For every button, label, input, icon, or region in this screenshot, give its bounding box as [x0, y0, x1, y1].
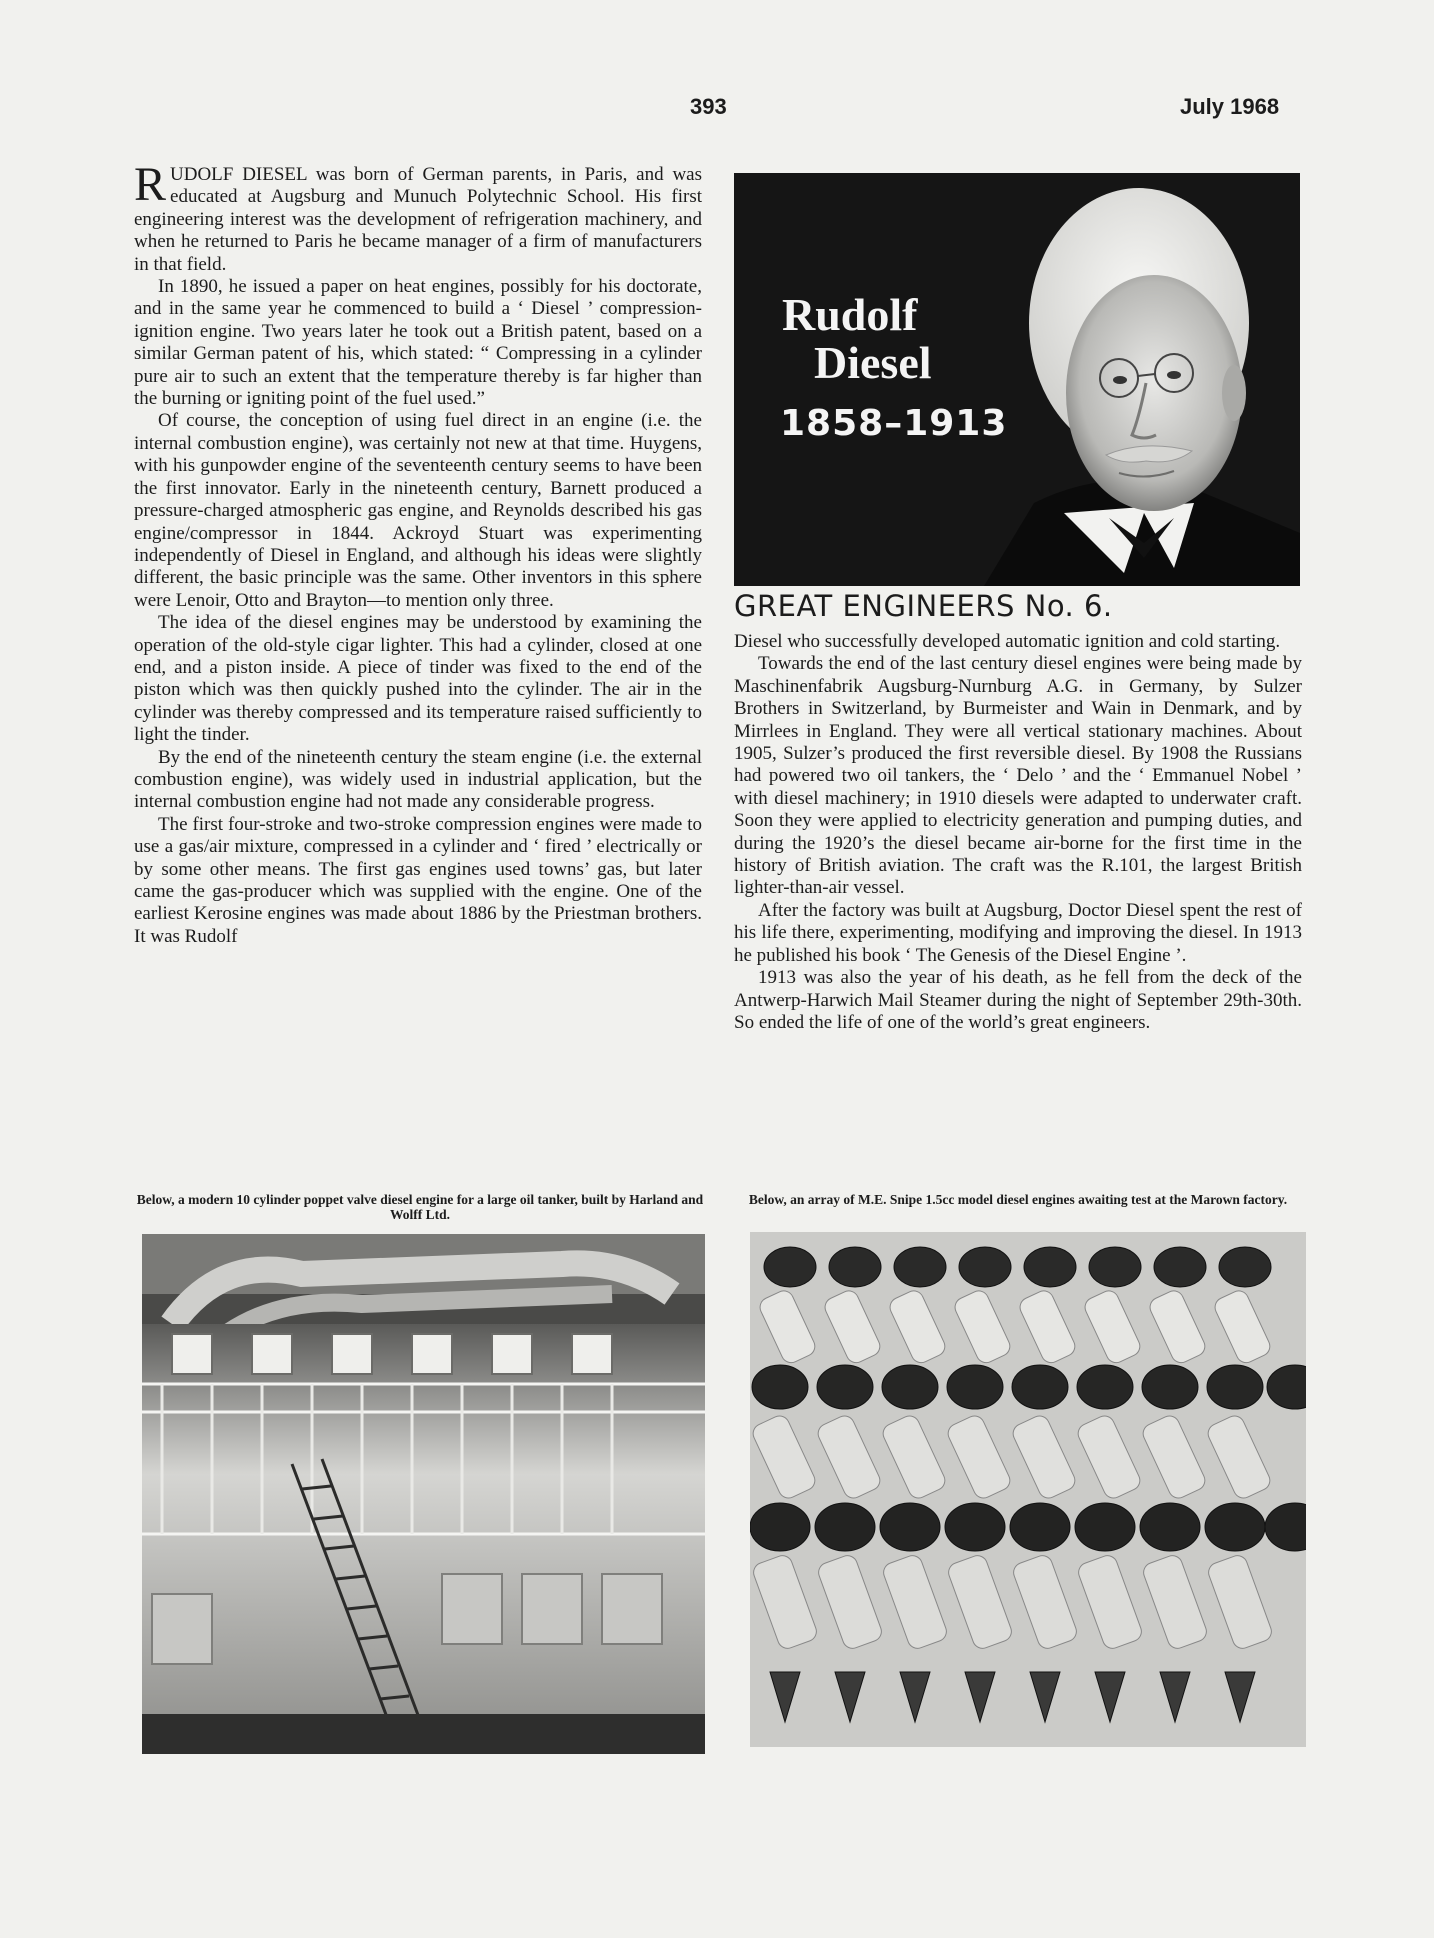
portrait-name-first: Rudolf [782, 289, 918, 340]
page-number: 393 [690, 94, 727, 119]
caption-model-engines-photo: Below, an array of M.E. Snipe 1.5cc model diesel engines awaiting test at the Marown factory. [748, 1192, 1288, 1207]
article-left-column [134, 158, 702, 948]
article-paragraph: Diesel who successfully developed automatic ignition and cold starting. [734, 631, 1281, 652]
marine-engine-photo [142, 1234, 705, 1754]
portrait-title [782, 291, 932, 387]
article-paragraph: By the end of the nineteenth century the steam engine (i.e. the external combustion engine), was widely used in industrial application, but the internal combustion engine had not made any considerable progress. [134, 746, 702, 813]
article-paragraph: RUDOLF DIESEL was born of German parents, in Paris, and was educated at Augsburg and Munuch Polytechnic School. His first engineering interest was the development of refrigeration machinery, and when he returned to Paris he became manager of a firm of manufacturers in that field. [134, 158, 702, 275]
drop-cap: R [134, 158, 167, 211]
portrait-years: 1858–1913 [780, 403, 1008, 444]
portrait-name-last: Diesel [814, 337, 932, 388]
model-engines-photo [750, 1232, 1306, 1747]
model-engines-illustration [750, 1232, 1306, 1747]
article-paragraph: The first four-stroke and two-stroke compression engines were made to use a gas/air mixture, compressed in a cylinder and ‘ fired ’ electrically or by some other means. The first gas engines used towns’ gas, but later came the gas-producer which was supplied with the engine. One of the earliest Kerosine engines was made about 1886 by the Priestman brothers. It was Rudolf [134, 813, 702, 947]
article-paragraph: Towards the end of the last century diesel engines were being made by Maschinenfabrik Augsburg-Nurnburg A.G. in Germany, by Sulzer Brothers in Switzerland, by Burmeister and Wain in Denmark, and by Mirrlees in England. They were all vertical stationary machines. About 1905, Sulzer’s produced the first reversible diesel. By 1908 the Russians had powered two oil tankers, the ‘ Delo ’ and the ‘ Emmanuel Nobel ’ with diesel machinery; in 1910 diesels were adapted to underwater craft. Soon they were applied to electricity generation and pumping duties, and during the 1920’s the diesel became air-borne for the first time in the history of British aviation. The craft was the R.101, the largest British lighter-than-air vessel. [734, 653, 1302, 899]
article-paragraph: After the factory was built at Augsburg, Doctor Diesel spent the rest of his life there, experimenting, modifying and improving the diesel. In 1913 he published his book ‘ The Genesis of the Diesel Engine ’. [734, 899, 1302, 966]
article-right-column [734, 631, 1302, 1034]
issue-date: July 1968 [1180, 94, 1280, 119]
article-paragraph: The idea of the diesel engines may be understood by examining the operation of the old-style cigar lighter. This had a cylinder, closed at one end, and a piston inside. A piece of tinder was fixed to the end of the piston which was then quickly pushed into the cylinder. The air in the cylinder was thereby compressed and its temperature raised sufficiently to light the tinder. [134, 612, 702, 746]
series-title: GREAT ENGINEERS No. 6. [734, 589, 1113, 623]
article-paragraph: Of course, the conception of using fuel direct in an engine (i.e. the internal combustion engine), was certainly not new at that time. Huygens, with his gunpowder engine of the seventeenth century seems to have been the first innovator. Early in the nineteenth century, Barnett produced a pressure-charged atmospheric gas engine, and Reynolds described his gas engine/compressor in 1844. Ackroyd Stuart was experimenting independently of Diesel in England, and although his ideas were slightly different, the basic principle was the same. Other inventors in this sphere were Lenoir, Otto and Brayton—to mention only three. [134, 410, 702, 611]
article-paragraph: In 1890, he issued a paper on heat engines, possibly for his doctorate, and in the same year he commenced to build a ‘ Diesel ’ compression-ignition engine. Two years later he took out a British patent, based on a similar German patent of his, which stated: “ Compressing in a cylinder pure air to such an extent that the temperature thereby is far higher than the burning or igniting point of the fuel used.” [134, 276, 702, 410]
caption-engine-photo: Below, a modern 10 cylinder poppet valve diesel engine for a large oil tanker, built by Harland and Wolff Ltd. [136, 1192, 704, 1222]
article-paragraph: 1913 was also the year of his death, as he fell from the deck of the Antwerp-Harwich Mail Steamer during the night of September 29th-30th. So ended the life of one of the world’s great engineers. [734, 967, 1302, 1033]
marine-engine-illustration [142, 1234, 705, 1754]
portrait-image [734, 173, 1300, 586]
